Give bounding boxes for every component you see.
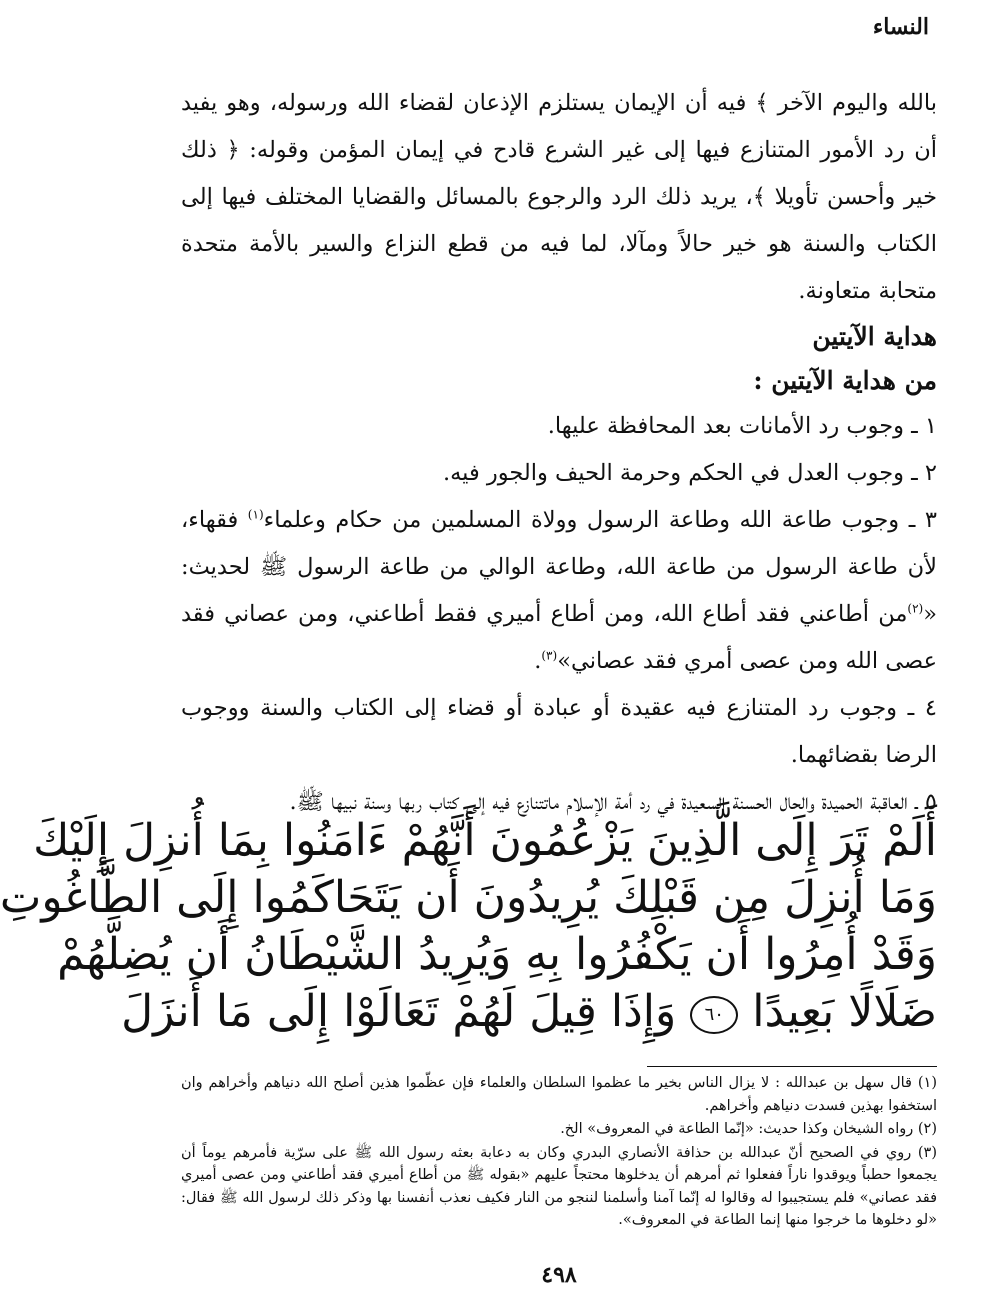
guidance-item-4: ٤ ـ وجوب رد المتنازع فيه عقيدة أو عبادة أو قضاء إلى الكتاب والسنة ووجوب الرضا بقضائهما. <box>181 695 937 768</box>
guidance-item-2: ٢ ـ وجوب العدل في الحكم وحرمة الحيف والجور فيه. <box>442 460 937 486</box>
quran-verse-block <box>0 812 937 1040</box>
footnote-divider <box>647 1066 937 1067</box>
footnote-ref-2: (٢) <box>907 601 924 616</box>
section-heading: هداية الآيتين <box>812 322 937 351</box>
quran-line-2: وَمَا أُنزِلَ مِن قَبْلِكَ يُرِيدُونَ أَن يَتَحَاكَمُوا إِلَى الطَّاغُوتِ <box>0 872 937 923</box>
guidance-item-1: ١ ـ وجوب رد الأمانات بعد المحافظة عليها. <box>547 413 937 439</box>
footnote-2: (٢) رواه الشيخان وكذا حديث: «إنّما الطاعة في المعروف» الخ. <box>560 1121 937 1137</box>
quran-line-4-part-a: ضَلَالًا بَعِيدًا <box>752 986 937 1037</box>
footnote-ref-3: (٣) <box>541 648 558 663</box>
quran-line-3: وَقَدْ أُمِرُوا أَن يَكْفُرُوا بِهِ وَيُرِيدُ الشَّيْطَانُ أَن يُضِلَّهُمْ <box>57 929 937 980</box>
guidance-item-3 <box>181 497 937 685</box>
guidance-item-3-text-c: من أطاعني فقد أطاع الله، ومن أطاع أميري فقط أطاعني، ومن عصاني فقد عصى الله ومن عصى أمري فقد عصاني» <box>181 601 937 674</box>
running-title: النساء <box>872 14 929 40</box>
commentary-paragraph: بالله واليوم الآخر ﴾ فيه أن الإيمان يستلزم الإذعان لقضاء الله ورسوله، وهو يفيد أن رد الأمور المتنازع فيها إلى غير الشرع قادح في إيمان المؤمن وقوله: ﴿ ذلك خير وأحسن تأويلا ﴾، يريد ذلك الرد والرجوع بالمسائل والقضايا المختلف فيها إلى الكتاب والسنة هو خير حالاً ومآلا، لما فيه من قطع النزاع والسير بالأمة متحدة متحابة متعاونة. <box>181 90 937 304</box>
footnote-3: (٣) روي في الصحيح أنّ عبدالله بن حذافة الأنصاري البدري وكان به دعابة بعثه رسول الله ﷺ على سرّية فأمرهم يوماً أن يجمعوا حطباً ويوقدوا ناراً ففعلوا ثم أمرهم أن يدخلوها محتجاً عليهم «بقوله ﷺ من أطاع أميري فقد أطاعني ومن عصى أميري فقد عصاني» فلم يستجيبوا له وقالوا له إنّما آمنا وأسلمنا لننجو من النار فكيف نعذب أنفسنا بها وذكر ذلك لرسول الله ﷺ فقال: «لو دخلوها ما خرجوا منها إنما الطاعة في المعروف». <box>181 1144 937 1228</box>
guidance-item-3-text-a: ٣ ـ وجوب طاعة الله وطاعة الرسول وولاة المسلمين من حكام وعلماء <box>263 507 938 533</box>
quran-line-4 <box>121 983 937 1040</box>
guidance-item-3-text-d: . <box>534 648 542 674</box>
footnote-1: (١) قال سهل بن عبدالله : لا يزال الناس بخير ما عظموا السلطان والعلماء فإن عظّموا هذين أصلح الله دنياهم وأخراهم وان استخفوا بهذين فسدت دنياهم وأخراهم. <box>181 1075 937 1114</box>
quran-line-1: أَلَمْ تَرَ إِلَى الَّذِينَ يَزْعُمُونَ أَنَّهُمْ ءَامَنُوا بِمَا أُنزِلَ إِلَيْكَ <box>33 815 937 866</box>
guidance-item-5: ٥ ـ العاقبة الحميدة والحال الحسنة السعيدة في رد أمة الإسلام ماتتنازع فيه إلى كتاب ربها وسنة نبيها ﷺ. <box>289 789 937 815</box>
quran-line-4-part-b: وَإِذَا قِيلَ لَهُمْ تَعَالَوْا إِلَى مَا أَنزَلَ <box>121 986 677 1037</box>
page-number: ٤٩٨ <box>541 1262 577 1288</box>
guidance-item-3-text-b: فقهاء، لأن طاعة الرسول من طاعة الله، وطاعة الوالي من طاعة الرسول ﷺ لحديث: « <box>181 507 937 627</box>
main-text <box>181 80 937 826</box>
section-subheading: من هداية الآيتين : <box>753 366 937 395</box>
footnotes <box>181 1072 937 1233</box>
footnote-ref-1: (١) <box>247 507 264 522</box>
ayah-number-marker: ٦٠ <box>690 996 738 1034</box>
